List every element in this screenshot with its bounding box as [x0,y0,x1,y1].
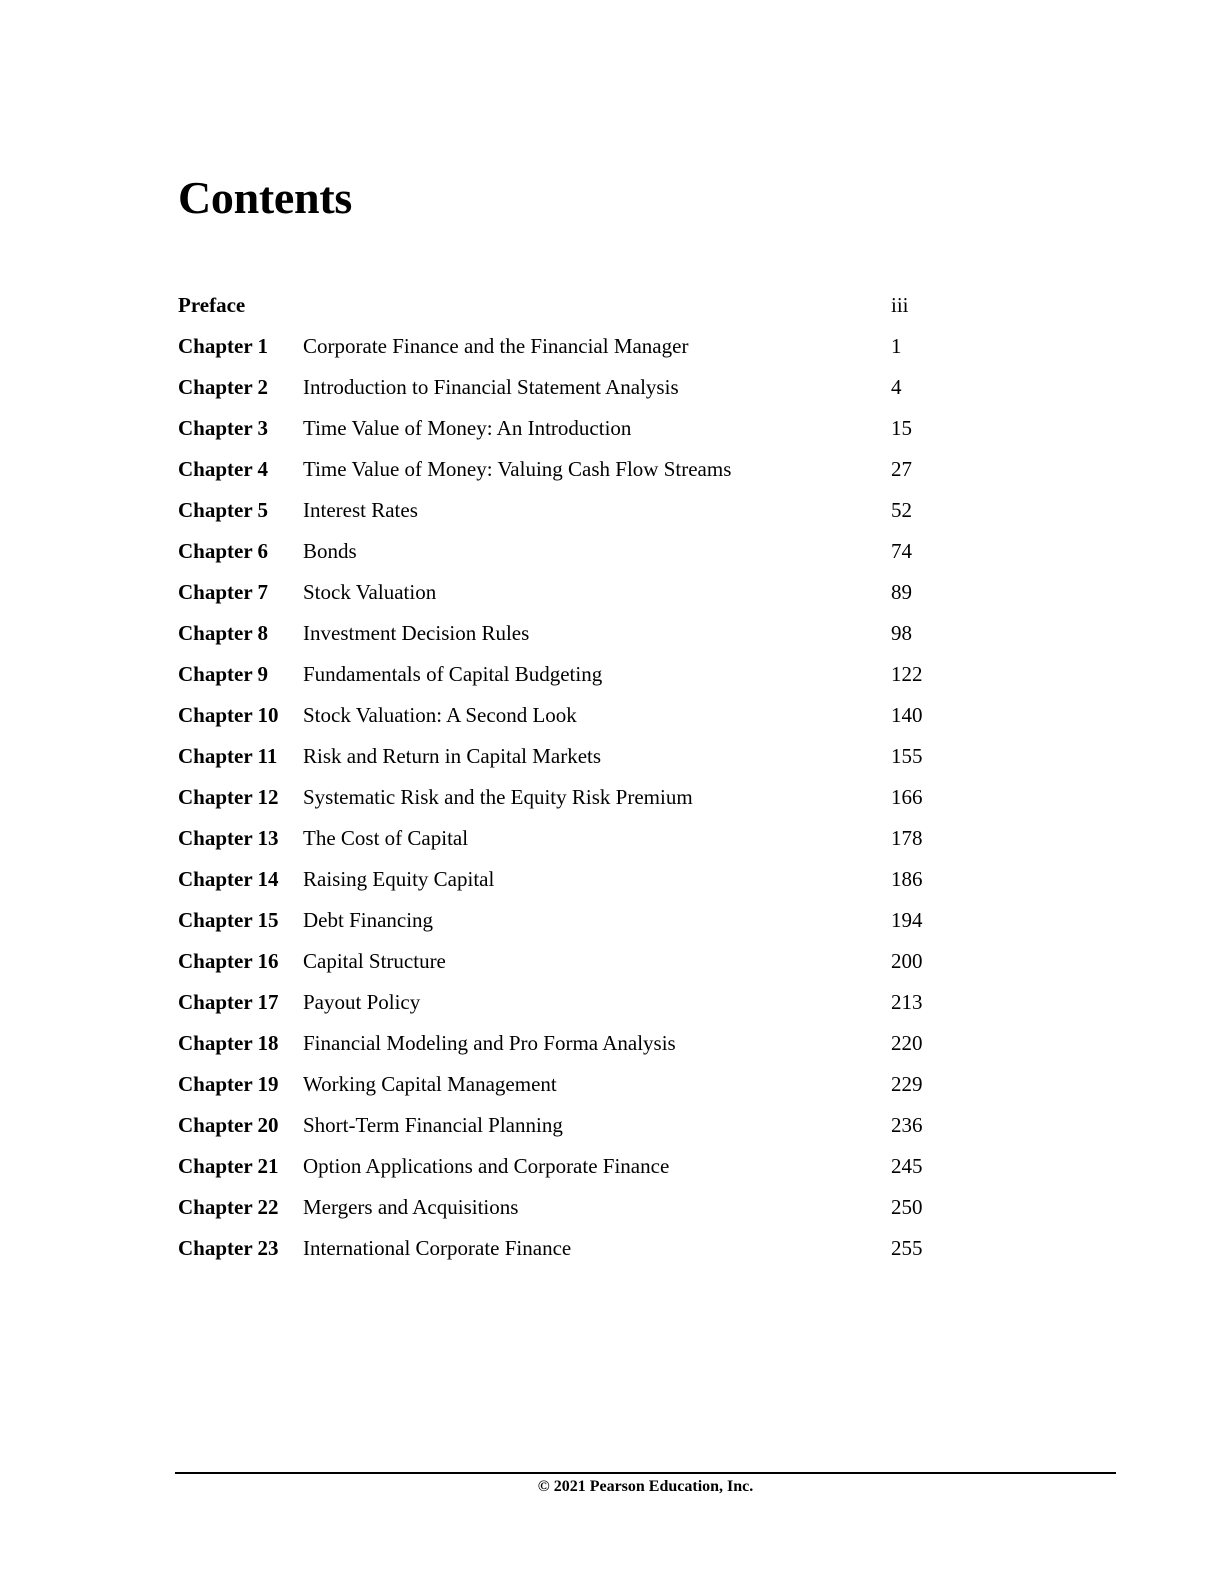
toc-entry-page-number: 229 [891,1072,923,1096]
toc-entry-label: Chapter 20 [178,1113,279,1137]
page-title: Contents [178,172,352,223]
toc-entry-page-number: 1 [891,334,902,358]
toc-entry-label: Chapter 2 [178,375,269,399]
toc-entry-page-number: 236 [891,1113,923,1137]
toc-entry-label: Chapter 19 [178,1072,279,1096]
toc-entry-page-number: 52 [891,498,912,522]
toc-entry [178,369,978,410]
toc-entry-page-number: 74 [891,539,912,563]
toc-entry [178,1148,978,1189]
toc-entry-title: Mergers and Acquisitions [303,1195,519,1219]
toc-entry-label: Chapter 10 [178,703,279,727]
toc-entry [178,738,978,779]
toc-entry-page-number: 89 [891,580,912,604]
toc-entry-title: Systematic Risk and the Equity Risk Premium [303,785,693,809]
toc-entry-title: The Cost of Capital [303,826,469,850]
toc-entry-page-number: 155 [891,744,923,768]
table-of-contents [178,287,978,1271]
toc-entry [178,984,978,1025]
toc-entry-page-number: iii [891,293,909,317]
toc-entry [178,779,978,820]
toc-entry-title: Payout Policy [303,990,421,1014]
footer-divider [175,1472,1116,1474]
toc-entry-title: Financial Modeling and Pro Forma Analysis [303,1031,676,1055]
toc-entry-title: Bonds [303,539,357,563]
toc-entry-label: Chapter 15 [178,908,279,932]
footer-copyright: © 2021 Pearson Education, Inc. [537,1478,754,1495]
toc-entry-label: Chapter 9 [178,662,269,686]
toc-entry-page-number: 245 [891,1154,923,1178]
toc-entry-title: International Corporate Finance [303,1236,572,1260]
toc-entry-label: Chapter 4 [178,457,269,481]
toc-entry [178,615,978,656]
toc-entry-title: Risk and Return in Capital Markets [303,744,602,768]
toc-entry-page-number: 213 [891,990,923,1014]
toc-entry-label: Chapter 14 [178,867,279,891]
toc-entry-page-number: 186 [891,867,923,891]
toc-entry [178,656,978,697]
toc-entry [178,1230,978,1271]
toc-entry-label: Chapter 6 [178,539,269,563]
toc-entry-title: Time Value of Money: Valuing Cash Flow Streams [303,457,732,481]
toc-entry-title: Interest Rates [303,498,418,522]
toc-entry-title: Option Applications and Corporate Finance [303,1154,670,1178]
toc-entry-label: Chapter 16 [178,949,279,973]
toc-entry [178,1066,978,1107]
toc-entry-title: Corporate Finance and the Financial Manager [303,334,689,358]
toc-entry-label: Chapter 12 [178,785,279,809]
toc-entry-page-number: 220 [891,1031,923,1055]
toc-entry-page-number: 98 [891,621,912,645]
toc-entry-label: Chapter 8 [178,621,269,645]
toc-entry [178,328,978,369]
toc-entry-title: Time Value of Money: An Introduction [303,416,632,440]
toc-entry-label: Chapter 23 [178,1236,279,1260]
toc-entry [178,287,978,328]
toc-entry-label: Chapter 1 [178,334,269,358]
toc-entry-page-number: 255 [891,1236,923,1260]
toc-entry-title: Stock Valuation [303,580,437,604]
toc-entry [178,943,978,984]
toc-entry-label: Chapter 7 [178,580,269,604]
toc-entry [178,697,978,738]
toc-entry [178,1025,978,1066]
toc-entry-page-number: 140 [891,703,923,727]
toc-entry-title: Fundamentals of Capital Budgeting [303,662,603,686]
toc-entry-page-number: 27 [891,457,912,481]
toc-entry-title: Stock Valuation: A Second Look [303,703,577,727]
toc-entry [178,1107,978,1148]
toc-entry-page-number: 250 [891,1195,923,1219]
toc-entry [178,820,978,861]
toc-entry-page-number: 4 [891,375,902,399]
toc-entry-label: Chapter 3 [178,416,269,440]
toc-entry [178,1189,978,1230]
toc-entry-title: Raising Equity Capital [303,867,495,891]
toc-entry-title: Capital Structure [303,949,446,973]
toc-entry [178,533,978,574]
toc-entry [178,574,978,615]
toc-entry [178,861,978,902]
toc-entry [178,902,978,943]
toc-entry-label: Chapter 18 [178,1031,279,1055]
toc-entry [178,451,978,492]
toc-entry-page-number: 178 [891,826,923,850]
toc-entry-page-number: 166 [891,785,923,809]
toc-entry-page-number: 15 [891,416,912,440]
toc-entry-page-number: 122 [891,662,923,686]
toc-entry-page-number: 200 [891,949,923,973]
toc-entry-title: Debt Financing [303,908,434,932]
toc-entry-label: Chapter 13 [178,826,279,850]
toc-entry-label: Chapter 11 [178,744,278,768]
toc-entry-title: Introduction to Financial Statement Analysis [303,375,679,399]
toc-entry-label: Chapter 21 [178,1154,279,1178]
toc-entry-label: Chapter 22 [178,1195,279,1219]
toc-entry-page-number: 194 [891,908,923,932]
toc-entry-title: Investment Decision Rules [303,621,530,645]
toc-entry-label: Preface [178,293,246,317]
toc-entry-label: Chapter 5 [178,498,269,522]
toc-entry-label: Chapter 17 [178,990,279,1014]
toc-entry-title: Short-Term Financial Planning [303,1113,563,1137]
toc-entry-title: Working Capital Management [303,1072,557,1096]
toc-entry [178,492,978,533]
toc-entry [178,410,978,451]
